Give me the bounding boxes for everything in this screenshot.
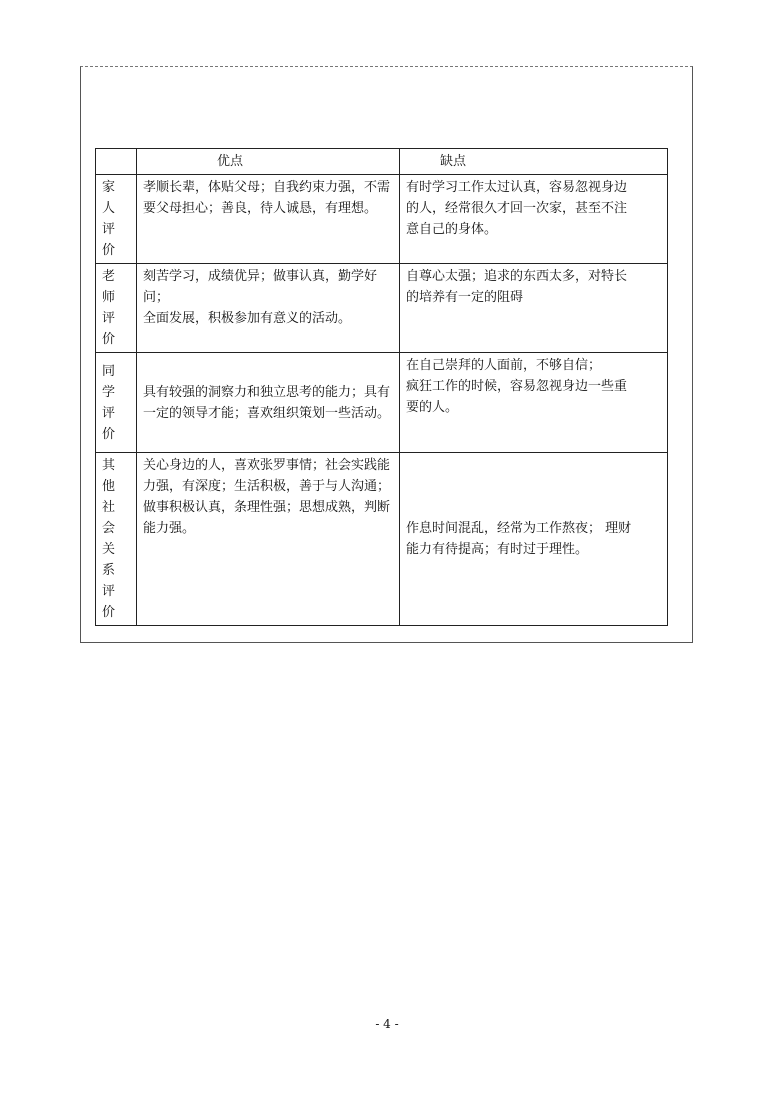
cons-text: 在自己崇拜的人面前，不够自信； 疯狂工作的时候，容易忽视身边一些重 要的人。 — [406, 358, 628, 415]
row-label-line: 评价 — [102, 584, 125, 620]
table-row — [96, 453, 668, 626]
cons-text: 作息时间混乱，经常为工作熬夜； 理财 能力有待提高；有时过于理性。 — [406, 521, 632, 557]
pros-text: 关心身边的人，喜欢张罗事情；社会实践能 力强，有深度；生活积极，善于与人沟通； 做事积极认真，条理性强；思想成熟，判断 能力强。 — [143, 458, 391, 536]
pros-cell — [137, 175, 400, 264]
cons-cell — [400, 353, 668, 453]
row-label — [96, 353, 137, 453]
row-label-line: 同 学 — [102, 363, 125, 400]
row-label — [96, 453, 137, 626]
pros-text: 刻苦学习，成绩优异；做事认真，勤学好问； 全面发展，积极参加有意义的活动。 — [143, 269, 378, 326]
table-row — [96, 175, 668, 264]
row-label — [96, 175, 137, 264]
cons-text: 自尊心太强；追求的东西太多，对特长 的培养有一定的阻碍 — [406, 269, 628, 305]
cons-cell — [400, 175, 668, 264]
table-header-row — [96, 149, 668, 175]
pros-text: 孝顺长辈，体贴父母；自我约束力强，不需 要父母担心；善良，待人诚恳，有理想。 — [143, 180, 391, 216]
row-label — [96, 264, 137, 353]
row-label-line: 关 系 — [102, 542, 125, 578]
page-number: - 4 - — [375, 1017, 399, 1031]
table-row — [96, 353, 668, 453]
cons-cell — [400, 264, 668, 353]
header-cons: 缺点 — [400, 149, 668, 175]
row-label-line: 家 人 — [102, 180, 125, 216]
row-label-line: 社 会 — [102, 500, 125, 536]
row-label-line: 评价 — [102, 311, 125, 347]
header-pros: 优点 — [137, 149, 400, 175]
row-label-line: 其 他 — [102, 458, 125, 494]
row-label-line: 老 师 — [102, 269, 125, 305]
cons-cell — [400, 453, 668, 626]
evaluation-table — [95, 148, 668, 626]
cons-text: 有时学习工作太过认真，容易忽视身边 的人，经常很久才回一次家，甚至不注 意自己的身体。 — [406, 180, 628, 237]
pros-text: 具有较强的洞察力和独立思考的能力；具有 一定的领导才能；喜欢组织策划一些活动。 — [143, 384, 391, 421]
header-blank — [96, 149, 137, 175]
table-row — [96, 264, 668, 353]
pros-cell — [137, 264, 400, 353]
row-label-line: 评价 — [102, 405, 125, 442]
pros-cell — [137, 453, 400, 626]
row-label-line: 评价 — [102, 222, 125, 258]
pros-cell — [137, 353, 400, 453]
